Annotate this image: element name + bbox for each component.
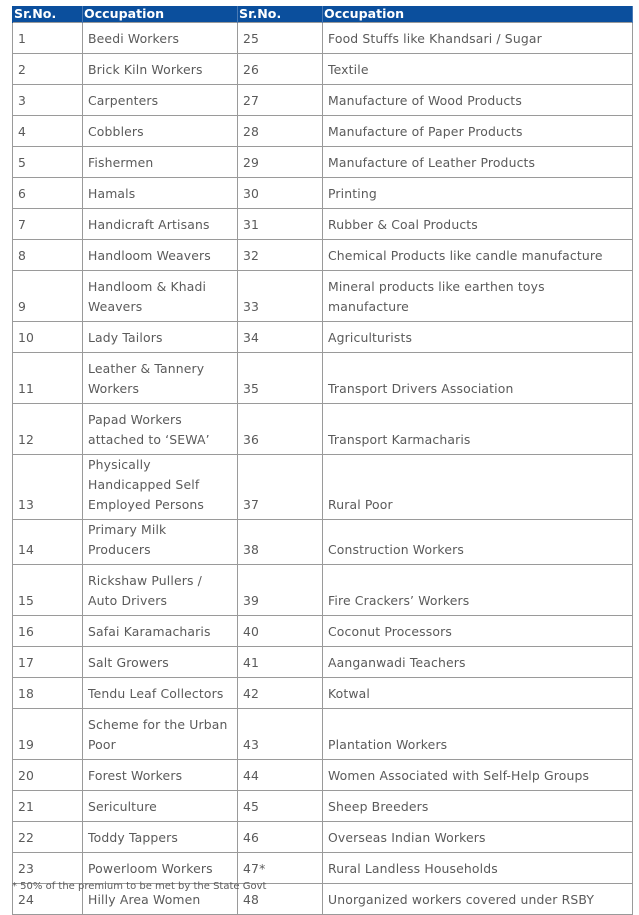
occupation-cell: Chemical Products like candle manufacture <box>323 240 633 271</box>
sr-no-cell: 22 <box>13 822 83 853</box>
sr-no-cell: 12 <box>13 404 83 455</box>
occupation-cell: Handloom Weavers <box>83 240 238 271</box>
sr-no-cell: 33 <box>238 271 323 322</box>
footnote: * 50% of the premium to be met by the State Govt <box>12 881 267 892</box>
table-row <box>13 353 633 404</box>
occupation-table <box>12 6 633 915</box>
sr-no-cell: 16 <box>13 616 83 647</box>
occupation-cell: Agriculturists <box>323 322 633 353</box>
occupation-cell: Forest Workers <box>83 760 238 791</box>
occupation-cell: Tendu Leaf Collectors <box>83 678 238 709</box>
table-row <box>13 822 633 853</box>
sr-no-cell: 25 <box>238 23 323 54</box>
table-row <box>13 147 633 178</box>
sr-no-cell: 6 <box>13 178 83 209</box>
occupation-cell: Rural Landless Households <box>323 853 633 884</box>
table-header-row <box>13 6 633 23</box>
occupation-cell: Powerloom Workers <box>83 853 238 884</box>
sr-no-cell: 34 <box>238 322 323 353</box>
sr-no-cell: 27 <box>238 85 323 116</box>
sr-no-cell: 9 <box>13 271 83 322</box>
sr-no-cell: 4 <box>13 116 83 147</box>
occupation-cell: Safai Karamacharis <box>83 616 238 647</box>
sr-no-cell: 42 <box>238 678 323 709</box>
sr-no-cell: 24 <box>13 884 83 915</box>
sr-no-cell: 31 <box>238 209 323 240</box>
occupation-cell: Overseas Indian Workers <box>323 822 633 853</box>
sr-no-cell: 5 <box>13 147 83 178</box>
occupation-cell: Scheme for the Urban Poor <box>83 709 238 760</box>
sr-no-cell: 35 <box>238 353 323 404</box>
occupation-cell: Toddy Tappers <box>83 822 238 853</box>
table-row <box>13 791 633 822</box>
sr-no-cell: 23 <box>13 853 83 884</box>
sr-no-cell: 18 <box>13 678 83 709</box>
sr-no-cell: 2 <box>13 54 83 85</box>
occupation-cell: Manufacture of Leather Products <box>323 147 633 178</box>
occupation-cell: Manufacture of Wood Products <box>323 85 633 116</box>
sr-no-cell: 46 <box>238 822 323 853</box>
occupation-cell: Hilly Area Women <box>83 884 238 915</box>
table-row <box>13 322 633 353</box>
occupation-cell: Handloom & Khadi Weavers <box>83 271 238 322</box>
table-row <box>13 616 633 647</box>
occupation-cell: Food Stuffs like Khandsari / Sugar <box>323 23 633 54</box>
occupation-cell: Fishermen <box>83 147 238 178</box>
occupation-cell: Aanganwadi Teachers <box>323 647 633 678</box>
occupation-cell: Cobblers <box>83 116 238 147</box>
sr-no-cell: 43 <box>238 709 323 760</box>
sr-no-cell: 39 <box>238 565 323 616</box>
occupation-cell: Hamals <box>83 178 238 209</box>
sr-no-cell: 21 <box>13 791 83 822</box>
sr-no-cell: 28 <box>238 116 323 147</box>
table-row <box>13 678 633 709</box>
table-row <box>13 54 633 85</box>
sr-no-cell: 19 <box>13 709 83 760</box>
table-row <box>13 116 633 147</box>
occupation-cell: Printing <box>323 178 633 209</box>
table-row <box>13 240 633 271</box>
sr-no-cell: 7 <box>13 209 83 240</box>
sr-no-cell: 32 <box>238 240 323 271</box>
occupation-cell: Primary Milk Producers <box>83 520 238 565</box>
sr-no-cell: 41 <box>238 647 323 678</box>
sr-no-cell: 10 <box>13 322 83 353</box>
occupation-cell: Coconut Processors <box>323 616 633 647</box>
header-sr-no-1: Sr.No. <box>13 6 83 23</box>
sr-no-cell: 47* <box>238 853 323 884</box>
occupation-cell: Transport Drivers Association <box>323 353 633 404</box>
sr-no-cell: 38 <box>238 520 323 565</box>
sr-no-cell: 40 <box>238 616 323 647</box>
sr-no-cell: 14 <box>13 520 83 565</box>
table-row <box>13 455 633 520</box>
occupation-cell: Sheep Breeders <box>323 791 633 822</box>
occupation-cell: Lady Tailors <box>83 322 238 353</box>
sr-no-cell: 45 <box>238 791 323 822</box>
occupation-cell: Handicraft Artisans <box>83 209 238 240</box>
occupation-cell: Rubber & Coal Products <box>323 209 633 240</box>
occupation-cell: Women Associated with Self-Help Groups <box>323 760 633 791</box>
sr-no-cell: 8 <box>13 240 83 271</box>
table-row <box>13 271 633 322</box>
table-row <box>13 853 633 884</box>
occupation-cell: Brick Kiln Workers <box>83 54 238 85</box>
occupation-cell: Salt Growers <box>83 647 238 678</box>
sr-no-cell: 48 <box>238 884 323 915</box>
occupation-cell: Physically Handicapped Self Employed Persons <box>83 455 238 520</box>
occupation-cell: Fire Crackers’ Workers <box>323 565 633 616</box>
occupation-cell: Beedi Workers <box>83 23 238 54</box>
occupation-cell: Textile <box>323 54 633 85</box>
table-row <box>13 520 633 565</box>
sr-no-cell: 36 <box>238 404 323 455</box>
sr-no-cell: 29 <box>238 147 323 178</box>
occupation-cell: Sericulture <box>83 791 238 822</box>
sr-no-cell: 11 <box>13 353 83 404</box>
occupation-cell: Kotwal <box>323 678 633 709</box>
occupation-cell: Unorganized workers covered under RSBY <box>323 884 633 915</box>
sr-no-cell: 37 <box>238 455 323 520</box>
sr-no-cell: 44 <box>238 760 323 791</box>
table-row <box>13 209 633 240</box>
table-body <box>13 23 633 915</box>
table-row <box>13 709 633 760</box>
occupation-cell: Construction Workers <box>323 520 633 565</box>
table-row <box>13 404 633 455</box>
occupation-cell: Rural Poor <box>323 455 633 520</box>
sr-no-cell: 15 <box>13 565 83 616</box>
occupation-cell: Rickshaw Pullers / Auto Drivers <box>83 565 238 616</box>
occupation-cell: Leather & Tannery Workers <box>83 353 238 404</box>
sr-no-cell: 3 <box>13 85 83 116</box>
occupation-cell: Papad Workers attached to ‘SEWA’ <box>83 404 238 455</box>
table-row <box>13 647 633 678</box>
occupation-cell: Manufacture of Paper Products <box>323 116 633 147</box>
sr-no-cell: 17 <box>13 647 83 678</box>
occupation-cell: Mineral products like earthen toys manufacture <box>323 271 633 322</box>
table-row <box>13 85 633 116</box>
table-row <box>13 178 633 209</box>
occupation-cell: Carpenters <box>83 85 238 116</box>
sr-no-cell: 20 <box>13 760 83 791</box>
table-row <box>13 565 633 616</box>
sr-no-cell: 13 <box>13 455 83 520</box>
sr-no-cell: 26 <box>238 54 323 85</box>
header-occupation-2: Occupation <box>323 6 633 23</box>
table-row <box>13 23 633 54</box>
header-occupation-1: Occupation <box>83 6 238 23</box>
header-sr-no-2: Sr.No. <box>238 6 323 23</box>
sr-no-cell: 1 <box>13 23 83 54</box>
sr-no-cell: 30 <box>238 178 323 209</box>
occupation-cell: Plantation Workers <box>323 709 633 760</box>
table-row <box>13 760 633 791</box>
occupation-cell: Transport Karmacharis <box>323 404 633 455</box>
